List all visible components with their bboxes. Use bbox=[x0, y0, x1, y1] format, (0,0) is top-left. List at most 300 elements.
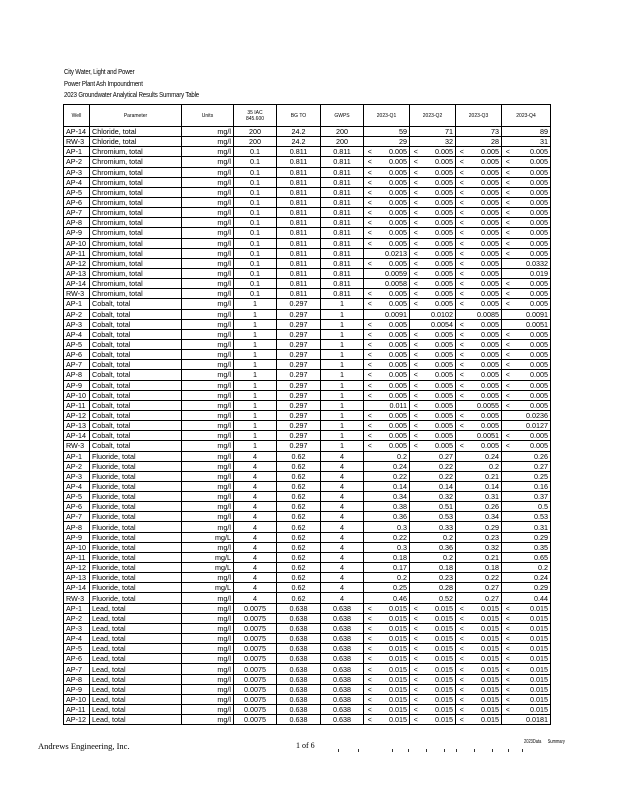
cell-q3-qualifier: < bbox=[456, 390, 468, 400]
cell-units: mg/l bbox=[182, 147, 234, 157]
cell-q4-value: 0.27 bbox=[514, 461, 551, 471]
cell-q3-value: 0.005 bbox=[468, 279, 502, 289]
cell-q3-value: 0.005 bbox=[468, 157, 502, 167]
table-row bbox=[64, 542, 551, 552]
cell-q4-qualifier: < bbox=[502, 644, 514, 654]
cell-q1-value: 0.22 bbox=[376, 471, 410, 481]
cell-param: Chromium, total bbox=[90, 187, 182, 197]
col-q2: 2023-Q2 bbox=[410, 105, 456, 127]
table-row bbox=[64, 613, 551, 623]
cell-q2-value: 0.005 bbox=[422, 431, 456, 441]
cell-q4-qualifier: < bbox=[502, 694, 514, 704]
table-row bbox=[64, 481, 551, 491]
cell-q2-qualifier bbox=[410, 563, 422, 573]
cell-q4-value: 0.65 bbox=[514, 552, 551, 562]
cell-q2-qualifier bbox=[410, 593, 422, 603]
table-row bbox=[64, 360, 551, 370]
cell-q2-value: 0.52 bbox=[422, 593, 456, 603]
cell-units: mg/L bbox=[182, 583, 234, 593]
cell-q3-value: 0.005 bbox=[468, 177, 502, 187]
cell-param: Fluoride, total bbox=[90, 583, 182, 593]
cell-param: Chromium, total bbox=[90, 279, 182, 289]
cell-std: 4 bbox=[234, 542, 277, 552]
cell-q3-value: 0.005 bbox=[468, 299, 502, 309]
cell-q1-value: 0.011 bbox=[376, 400, 410, 410]
cell-q4-qualifier: < bbox=[502, 167, 514, 177]
cell-q1-value: 0.015 bbox=[376, 684, 410, 694]
cell-q1-value: 0.005 bbox=[376, 339, 410, 349]
cell-std: 0.0075 bbox=[234, 674, 277, 684]
cell-q3-qualifier bbox=[456, 583, 468, 593]
cell-q4-value: 0.015 bbox=[514, 613, 551, 623]
cell-q2-value: 0.005 bbox=[422, 238, 456, 248]
table-row bbox=[64, 421, 551, 431]
cell-q4-value: 0.005 bbox=[514, 360, 551, 370]
cell-q3-qualifier: < bbox=[456, 370, 468, 380]
cell-param: Lead, total bbox=[90, 613, 182, 623]
table-row bbox=[64, 279, 551, 289]
cell-gwp: 1 bbox=[321, 329, 364, 339]
table-row bbox=[64, 573, 551, 583]
cell-std: 1 bbox=[234, 360, 277, 370]
cell-q1-qualifier bbox=[364, 127, 376, 137]
cell-bg: 0.811 bbox=[277, 197, 321, 207]
cell-q4-qualifier: < bbox=[502, 177, 514, 187]
table-row bbox=[64, 654, 551, 664]
cell-std: 1 bbox=[234, 370, 277, 380]
cell-q2-qualifier: < bbox=[410, 613, 422, 623]
cell-q3-value: 0.015 bbox=[468, 603, 502, 613]
cell-q2-qualifier bbox=[410, 309, 422, 319]
cell-well: AP-4 bbox=[64, 634, 90, 644]
cell-std: 1 bbox=[234, 309, 277, 319]
cell-q2-qualifier bbox=[410, 583, 422, 593]
cell-q4-qualifier: < bbox=[502, 400, 514, 410]
cell-std: 1 bbox=[234, 380, 277, 390]
cell-q3-qualifier: < bbox=[456, 623, 468, 633]
cell-gwp: 0.638 bbox=[321, 694, 364, 704]
cell-param: Lead, total bbox=[90, 674, 182, 684]
cell-q2-qualifier: < bbox=[410, 350, 422, 360]
cell-std: 0.0075 bbox=[234, 694, 277, 704]
cell-q3-value: 0.015 bbox=[468, 674, 502, 684]
cell-std: 1 bbox=[234, 400, 277, 410]
cell-q4-qualifier: < bbox=[502, 664, 514, 674]
cell-q1-value: 0.005 bbox=[376, 228, 410, 238]
cell-gwp: 0.811 bbox=[321, 238, 364, 248]
cell-units: mg/l bbox=[182, 187, 234, 197]
cell-gwp: 1 bbox=[321, 370, 364, 380]
cell-q1-value: 0.36 bbox=[376, 512, 410, 522]
cell-well: AP-7 bbox=[64, 664, 90, 674]
cell-std: 1 bbox=[234, 390, 277, 400]
cell-param: Cobalt, total bbox=[90, 309, 182, 319]
cell-q1-qualifier bbox=[364, 563, 376, 573]
cell-q1-qualifier bbox=[364, 522, 376, 532]
cell-q1-qualifier bbox=[364, 542, 376, 552]
cell-param: Lead, total bbox=[90, 684, 182, 694]
cell-param: Chromium, total bbox=[90, 157, 182, 167]
cell-q2-qualifier: < bbox=[410, 360, 422, 370]
cell-well: AP-11 bbox=[64, 248, 90, 258]
cell-q4-qualifier bbox=[502, 573, 514, 583]
cell-gwp: 1 bbox=[321, 380, 364, 390]
cell-q4-value: 0.015 bbox=[514, 694, 551, 704]
cell-gwp: 0.638 bbox=[321, 664, 364, 674]
cell-q2-qualifier bbox=[410, 481, 422, 491]
cell-bg: 0.297 bbox=[277, 400, 321, 410]
cell-q1-value: 0.24 bbox=[376, 461, 410, 471]
cell-std: 0.0075 bbox=[234, 684, 277, 694]
cell-gwp: 0.811 bbox=[321, 147, 364, 157]
cell-q1-value: 0.005 bbox=[376, 319, 410, 329]
cell-gwp: 1 bbox=[321, 421, 364, 431]
cell-units: mg/l bbox=[182, 603, 234, 613]
cell-units: mg/l bbox=[182, 492, 234, 502]
cell-gwp: 1 bbox=[321, 299, 364, 309]
cell-bg: 0.297 bbox=[277, 410, 321, 420]
cell-well: AP-2 bbox=[64, 309, 90, 319]
cell-q4-value: 0.005 bbox=[514, 238, 551, 248]
cell-std: 0.0075 bbox=[234, 654, 277, 664]
cell-q1-qualifier: < bbox=[364, 329, 376, 339]
cell-q4-qualifier bbox=[502, 268, 514, 278]
cell-well: AP-1 bbox=[64, 451, 90, 461]
cell-gwp: 4 bbox=[321, 593, 364, 603]
table-row bbox=[64, 177, 551, 187]
cell-gwp: 1 bbox=[321, 431, 364, 441]
cell-q1-value: 0.18 bbox=[376, 552, 410, 562]
cell-q1-qualifier: < bbox=[364, 228, 376, 238]
cell-gwp: 0.638 bbox=[321, 613, 364, 623]
cell-param: Chromium, total bbox=[90, 147, 182, 157]
cell-q4-value: 0.015 bbox=[514, 674, 551, 684]
cell-std: 4 bbox=[234, 573, 277, 583]
cell-q3-value: 28 bbox=[468, 137, 502, 147]
cell-param: Cobalt, total bbox=[90, 421, 182, 431]
table-row bbox=[64, 715, 551, 725]
cell-std: 0.1 bbox=[234, 218, 277, 228]
cell-q4-value: 0.015 bbox=[514, 705, 551, 715]
cell-bg: 0.62 bbox=[277, 583, 321, 593]
cell-units: mg/l bbox=[182, 431, 234, 441]
cell-units: mg/l bbox=[182, 360, 234, 370]
cell-q4-value: 0.005 bbox=[514, 279, 551, 289]
cell-q4-value: 0.005 bbox=[514, 197, 551, 207]
table-row bbox=[64, 451, 551, 461]
col-parameter: Parameter bbox=[90, 105, 182, 127]
cell-well: AP-10 bbox=[64, 694, 90, 704]
cell-std: 0.0075 bbox=[234, 603, 277, 613]
cell-q3-value: 0.005 bbox=[468, 228, 502, 238]
cell-q2-value: 0.23 bbox=[422, 573, 456, 583]
table-row bbox=[64, 400, 551, 410]
cell-gwp: 4 bbox=[321, 563, 364, 573]
cell-q1-qualifier: < bbox=[364, 634, 376, 644]
cell-std: 0.1 bbox=[234, 187, 277, 197]
cell-q1-value: 0.46 bbox=[376, 593, 410, 603]
cell-q1-value: 0.005 bbox=[376, 167, 410, 177]
cell-well: AP-1 bbox=[64, 299, 90, 309]
cell-std: 200 bbox=[234, 137, 277, 147]
cell-q2-qualifier bbox=[410, 552, 422, 562]
cell-std: 4 bbox=[234, 593, 277, 603]
cell-gwp: 0.811 bbox=[321, 167, 364, 177]
cell-q1-qualifier: < bbox=[364, 705, 376, 715]
footer-right-a: 2023Data bbox=[524, 739, 542, 745]
cell-std: 0.1 bbox=[234, 208, 277, 218]
cell-std: 4 bbox=[234, 451, 277, 461]
cell-q1-value: 0.38 bbox=[376, 502, 410, 512]
cell-q3-value: 0.005 bbox=[468, 167, 502, 177]
cell-q1-qualifier: < bbox=[364, 350, 376, 360]
cell-gwp: 4 bbox=[321, 471, 364, 481]
cell-q4-value: 0.005 bbox=[514, 248, 551, 258]
table-row bbox=[64, 532, 551, 542]
cell-q1-qualifier bbox=[364, 512, 376, 522]
cell-units: mg/l bbox=[182, 208, 234, 218]
cell-q4-qualifier: < bbox=[502, 674, 514, 684]
cell-q3-value: 0.27 bbox=[468, 583, 502, 593]
cell-param: Fluoride, total bbox=[90, 563, 182, 573]
cell-gwp: 4 bbox=[321, 502, 364, 512]
cell-bg: 0.297 bbox=[277, 360, 321, 370]
cell-q1-qualifier: < bbox=[364, 603, 376, 613]
cell-q2-qualifier: < bbox=[410, 147, 422, 157]
cell-q4-qualifier: < bbox=[502, 147, 514, 157]
cell-q3-value: 0.005 bbox=[468, 421, 502, 431]
cell-q1-value: 0.3 bbox=[376, 542, 410, 552]
cell-q4-value: 0.005 bbox=[514, 339, 551, 349]
cell-gwp: 1 bbox=[321, 400, 364, 410]
cell-q2-value: 0.005 bbox=[422, 289, 456, 299]
cell-q4-value: 0.005 bbox=[514, 208, 551, 218]
cell-q3-value: 0.005 bbox=[468, 238, 502, 248]
cell-q4-value: 0.015 bbox=[514, 603, 551, 613]
cell-well: RW-3 bbox=[64, 289, 90, 299]
cell-q2-qualifier: < bbox=[410, 715, 422, 725]
table-row bbox=[64, 684, 551, 694]
cell-q4-value: 31 bbox=[514, 137, 551, 147]
footer-tick-marks bbox=[296, 747, 536, 753]
cell-q2-qualifier: < bbox=[410, 623, 422, 633]
cell-param: Fluoride, total bbox=[90, 471, 182, 481]
cell-units: mg/l bbox=[182, 522, 234, 532]
cell-q4-value: 0.005 bbox=[514, 228, 551, 238]
cell-units: mg/L bbox=[182, 532, 234, 542]
cell-q2-qualifier: < bbox=[410, 694, 422, 704]
results-table bbox=[63, 104, 551, 725]
cell-q1-qualifier: < bbox=[364, 613, 376, 623]
cell-q3-qualifier: < bbox=[456, 684, 468, 694]
cell-std: 0.0075 bbox=[234, 613, 277, 623]
cell-q1-qualifier: < bbox=[364, 208, 376, 218]
table-row bbox=[64, 319, 551, 329]
footer-company: Andrews Engineering, Inc. bbox=[38, 741, 130, 751]
cell-q3-qualifier: < bbox=[456, 197, 468, 207]
cell-q2-qualifier: < bbox=[410, 664, 422, 674]
cell-q2-value: 0.015 bbox=[422, 634, 456, 644]
cell-bg: 0.62 bbox=[277, 563, 321, 573]
cell-std: 1 bbox=[234, 339, 277, 349]
cell-q3-qualifier: < bbox=[456, 299, 468, 309]
cell-param: Chromium, total bbox=[90, 268, 182, 278]
cell-well: AP-12 bbox=[64, 563, 90, 573]
cell-q1-value: 0.005 bbox=[376, 258, 410, 268]
cell-std: 1 bbox=[234, 421, 277, 431]
cell-q2-value: 0.005 bbox=[422, 167, 456, 177]
cell-param: Lead, total bbox=[90, 664, 182, 674]
footer-page-number: 1 of 6 bbox=[296, 741, 315, 750]
cell-q3-qualifier: < bbox=[456, 360, 468, 370]
cell-q2-qualifier bbox=[410, 512, 422, 522]
table-row bbox=[64, 502, 551, 512]
cell-std: 0.0075 bbox=[234, 715, 277, 725]
cell-units: mg/l bbox=[182, 167, 234, 177]
table-row bbox=[64, 339, 551, 349]
cell-q2-value: 0.005 bbox=[422, 339, 456, 349]
cell-param: Chromium, total bbox=[90, 208, 182, 218]
cell-q4-qualifier bbox=[502, 563, 514, 573]
cell-q1-value: 0.005 bbox=[376, 208, 410, 218]
cell-q4-qualifier: < bbox=[502, 613, 514, 623]
cell-well: AP-9 bbox=[64, 228, 90, 238]
cell-q2-value: 0.2 bbox=[422, 552, 456, 562]
cell-std: 0.0075 bbox=[234, 705, 277, 715]
cell-bg: 0.811 bbox=[277, 268, 321, 278]
cell-q3-qualifier bbox=[456, 512, 468, 522]
cell-std: 4 bbox=[234, 563, 277, 573]
cell-bg: 0.638 bbox=[277, 654, 321, 664]
cell-units: mg/l bbox=[182, 299, 234, 309]
cell-q3-value: 0.005 bbox=[468, 441, 502, 451]
cell-well: AP-11 bbox=[64, 552, 90, 562]
cell-q4-qualifier: < bbox=[502, 289, 514, 299]
cell-well: AP-12 bbox=[64, 715, 90, 725]
cell-gwp: 4 bbox=[321, 583, 364, 593]
cell-gwp: 0.638 bbox=[321, 603, 364, 613]
cell-q4-qualifier: < bbox=[502, 329, 514, 339]
cell-q3-value: 0.015 bbox=[468, 644, 502, 654]
cell-q3-value: 0.005 bbox=[468, 248, 502, 258]
cell-q4-qualifier bbox=[502, 421, 514, 431]
cell-q3-qualifier: < bbox=[456, 258, 468, 268]
cell-q4-qualifier bbox=[502, 319, 514, 329]
cell-q2-qualifier bbox=[410, 522, 422, 532]
cell-param: Fluoride, total bbox=[90, 502, 182, 512]
cell-bg: 0.638 bbox=[277, 623, 321, 633]
cell-q3-qualifier bbox=[456, 431, 468, 441]
cell-q3-value: 0.015 bbox=[468, 694, 502, 704]
cell-q3-value: 0.005 bbox=[468, 218, 502, 228]
cell-q4-qualifier bbox=[502, 492, 514, 502]
cell-q1-value: 0.015 bbox=[376, 664, 410, 674]
cell-q4-value: 0.31 bbox=[514, 522, 551, 532]
cell-q1-qualifier bbox=[364, 137, 376, 147]
cell-q2-value: 0.015 bbox=[422, 613, 456, 623]
col-q3: 2023-Q3 bbox=[456, 105, 502, 127]
cell-param: Lead, total bbox=[90, 705, 182, 715]
cell-units: mg/l bbox=[182, 329, 234, 339]
cell-q3-qualifier: < bbox=[456, 694, 468, 704]
cell-units: mg/l bbox=[182, 451, 234, 461]
cell-bg: 0.638 bbox=[277, 694, 321, 704]
cell-q1-value: 0.005 bbox=[376, 197, 410, 207]
cell-q4-qualifier: < bbox=[502, 603, 514, 613]
cell-well: RW-3 bbox=[64, 593, 90, 603]
cell-gwp: 0.811 bbox=[321, 157, 364, 167]
cell-q1-qualifier bbox=[364, 532, 376, 542]
cell-gwp: 1 bbox=[321, 360, 364, 370]
cell-well: AP-10 bbox=[64, 390, 90, 400]
cell-q3-value: 0.21 bbox=[468, 471, 502, 481]
cell-q3-value: 0.015 bbox=[468, 715, 502, 725]
cell-std: 200 bbox=[234, 127, 277, 137]
cell-param: Fluoride, total bbox=[90, 593, 182, 603]
cell-well: AP-5 bbox=[64, 492, 90, 502]
cell-units: mg/l bbox=[182, 644, 234, 654]
cell-q4-qualifier bbox=[502, 542, 514, 552]
cell-q1-value: 0.005 bbox=[376, 147, 410, 157]
cell-bg: 0.638 bbox=[277, 603, 321, 613]
table-row bbox=[64, 634, 551, 644]
cell-q3-value: 0.005 bbox=[468, 329, 502, 339]
cell-q1-qualifier: < bbox=[364, 715, 376, 725]
cell-q3-qualifier bbox=[456, 563, 468, 573]
cell-q4-qualifier: < bbox=[502, 218, 514, 228]
cell-q3-value: 0.0085 bbox=[468, 309, 502, 319]
cell-std: 0.0075 bbox=[234, 644, 277, 654]
cell-gwp: 0.811 bbox=[321, 218, 364, 228]
cell-q4-value: 0.005 bbox=[514, 390, 551, 400]
cell-q2-qualifier: < bbox=[410, 258, 422, 268]
cell-q4-qualifier bbox=[502, 552, 514, 562]
cell-bg: 0.297 bbox=[277, 431, 321, 441]
cell-q4-value: 0.005 bbox=[514, 431, 551, 441]
cell-q2-qualifier: < bbox=[410, 279, 422, 289]
cell-units: mg/l bbox=[182, 350, 234, 360]
cell-q1-qualifier bbox=[364, 268, 376, 278]
cell-q4-value: 0.29 bbox=[514, 583, 551, 593]
cell-q2-value: 0.36 bbox=[422, 542, 456, 552]
cell-q2-qualifier: < bbox=[410, 705, 422, 715]
cell-q3-qualifier bbox=[456, 593, 468, 603]
cell-q1-qualifier bbox=[364, 400, 376, 410]
cell-param: Lead, total bbox=[90, 603, 182, 613]
cell-q3-value: 0.26 bbox=[468, 502, 502, 512]
cell-q1-value: 0.25 bbox=[376, 583, 410, 593]
cell-param: Chromium, total bbox=[90, 258, 182, 268]
cell-q3-value: 0.21 bbox=[468, 552, 502, 562]
cell-q4-value: 0.0127 bbox=[514, 421, 551, 431]
cell-q3-value: 0.015 bbox=[468, 654, 502, 664]
cell-q3-value: 0.015 bbox=[468, 705, 502, 715]
cell-q4-qualifier: < bbox=[502, 654, 514, 664]
cell-q1-value: 0.005 bbox=[376, 421, 410, 431]
cell-q3-qualifier: < bbox=[456, 603, 468, 613]
cell-well: AP-2 bbox=[64, 461, 90, 471]
cell-bg: 0.297 bbox=[277, 329, 321, 339]
cell-q3-qualifier bbox=[456, 461, 468, 471]
cell-q1-value: 0.015 bbox=[376, 623, 410, 633]
table-row bbox=[64, 674, 551, 684]
cell-gwp: 0.638 bbox=[321, 674, 364, 684]
cell-q4-value: 0.29 bbox=[514, 532, 551, 542]
cell-gwp: 4 bbox=[321, 573, 364, 583]
cell-std: 4 bbox=[234, 461, 277, 471]
cell-bg: 0.811 bbox=[277, 147, 321, 157]
col-standard bbox=[234, 105, 277, 127]
